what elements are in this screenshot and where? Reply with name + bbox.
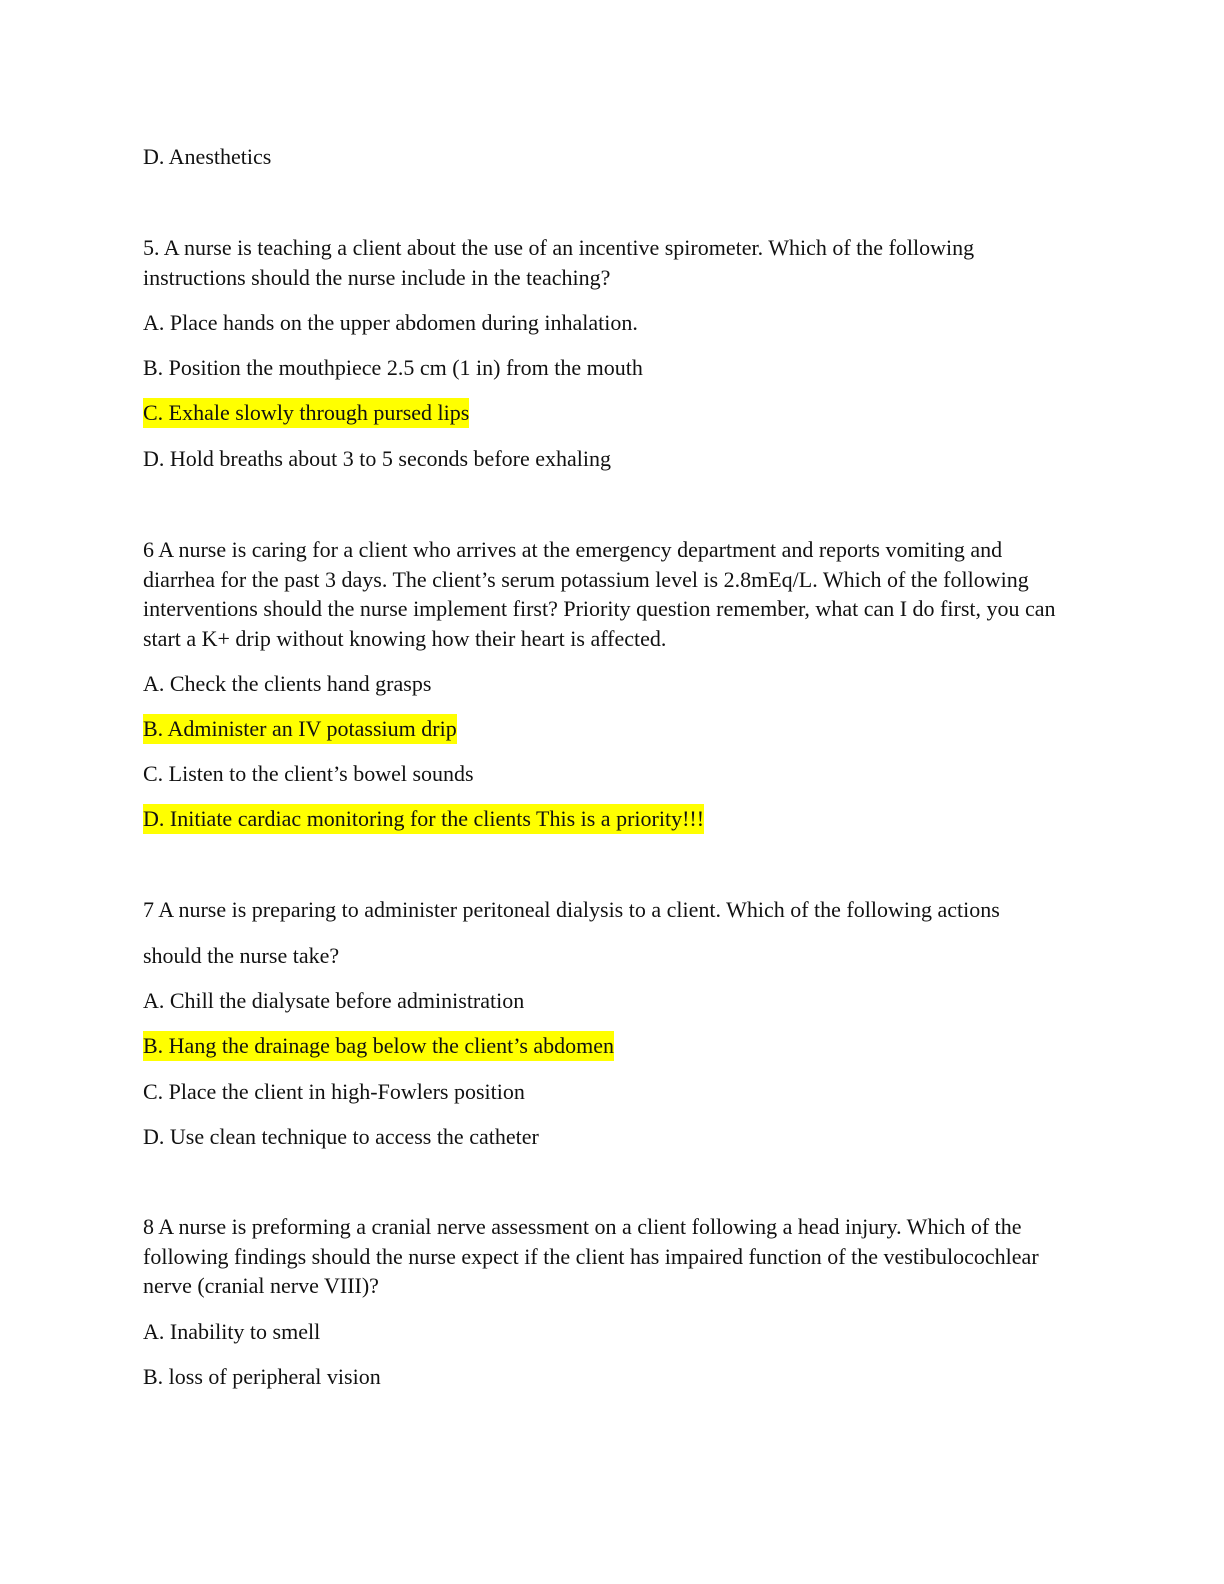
question-6-stem: 6 A nurse is caring for a client who arrives at the emergency department and reports vomiting and diarrhea for the past 3 days. The client’s serum potassium level is 2.8mEq/L. Which of the following interventions should the nurse implement first? Priority question remember, what can I do first, you can start a K+ drip without knowing how their heart is affected. bbox=[143, 537, 1056, 651]
question-5-option-a: A. Place hands on the upper abdomen during inhalation. bbox=[143, 310, 638, 335]
question-8-option-b: B. loss of peripheral vision bbox=[143, 1364, 381, 1389]
question-5-option-b: B. Position the mouthpiece 2.5 cm (1 in) from the mouth bbox=[143, 355, 643, 380]
question-7-option-b-highlighted: B. Hang the drainage bag below the client’s abdomen bbox=[143, 1031, 614, 1061]
question-7-option-c: C. Place the client in high-Fowlers position bbox=[143, 1079, 525, 1104]
question-6-option-d-highlighted: D. Initiate cardiac monitoring for the clients This is a priority!!! bbox=[143, 804, 704, 834]
question-5-stem: 5. A nurse is teaching a client about the use of an incentive spirometer. Which of the following instructions should the nurse include in the teaching? bbox=[143, 235, 975, 290]
question-6-option-b-highlighted: B. Administer an IV potassium drip bbox=[143, 714, 457, 744]
question-8-stem: 8 A nurse is preforming a cranial nerve assessment on a client following a head injury. Which of the following findings should the nurse expect if the client has impaired function of the vestibulocochlear nerve (cranial nerve VIII)? bbox=[143, 1214, 1039, 1298]
question-5-option-d: D. Hold breaths about 3 to 5 seconds before exhaling bbox=[143, 446, 611, 471]
previous-answer-option: D. Anesthetics bbox=[143, 144, 272, 169]
question-6-option-c: C. Listen to the client’s bowel sounds bbox=[143, 761, 474, 786]
question-7-option-a: A. Chill the dialysate before administration bbox=[143, 988, 525, 1013]
question-7-option-d: D. Use clean technique to access the catheter bbox=[143, 1124, 539, 1149]
question-7-stem-line-1: 7 A nurse is preparing to administer peritoneal dialysis to a client. Which of the following actions bbox=[143, 897, 1000, 922]
question-7-stem-line-2: should the nurse take? bbox=[143, 943, 340, 968]
question-8-option-a: A. Inability to smell bbox=[143, 1319, 321, 1344]
question-6-option-a: A. Check the clients hand grasps bbox=[143, 671, 432, 696]
question-5-option-c-highlighted: C. Exhale slowly through pursed lips bbox=[143, 398, 469, 428]
